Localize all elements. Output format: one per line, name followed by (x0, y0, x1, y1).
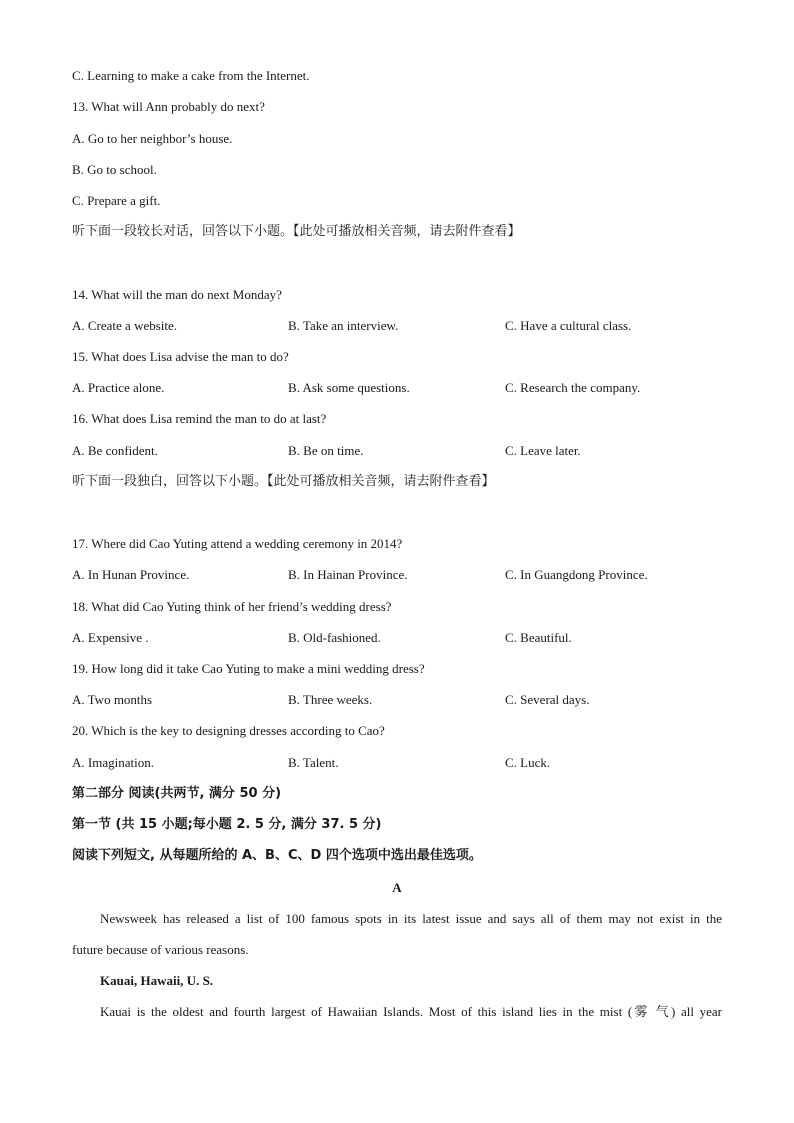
listening-instruction-dialogue: 听下面一段较长对话，回答以下小题。【此处可播放相关音频，请去附件查看】 (72, 224, 521, 239)
q20-option-b: B. Talent. (288, 755, 339, 770)
q19-option-b: B. Three weeks. (288, 692, 373, 707)
q13-option-b: B. Go to school. (72, 162, 157, 177)
q18-question: 18. What did Cao Yuting think of her friend’s wedding dress? (72, 599, 392, 614)
q18-option-c: C. Beautiful. (505, 630, 572, 645)
section-one-heading: 第一节 (共 15 小题;每小题 2. 5 分, 满分 37. 5 分) (72, 817, 382, 832)
passage-paragraph-1-line-2: future because of various reasons. (72, 942, 249, 957)
listening-instruction-monologue: 听下面一段独白，回答以下小题。【此处可播放相关音频，请去附件查看】 (72, 474, 495, 489)
q18-option-b: B. Old-fashioned. (288, 630, 381, 645)
q13-option-a: A. Go to her neighbor’s house. (72, 131, 233, 146)
q17-question: 17. Where did Cao Yuting attend a wedding ceremony in 2014? (72, 536, 403, 551)
q20-question: 20. Which is the key to designing dresses according to Cao? (72, 723, 385, 738)
passage-paragraph-2-line-1: Kauai is the oldest and fourth largest of Hawaiian Islands. Most of this island lies in the mist (雾 气) all year (100, 1004, 722, 1019)
q14-option-a: A. Create a website. (72, 318, 178, 333)
q14-option-c: C. Have a cultural class. (505, 318, 632, 333)
q14-option-b: B. Take an interview. (288, 318, 399, 333)
q15-option-a: A. Practice alone. (72, 380, 165, 395)
kauai-heading: Kauai, Hawaii, U. S. (100, 973, 214, 988)
q16-option-b: B. Be on time. (288, 443, 364, 458)
q20-option-c: C. Luck. (505, 755, 551, 770)
q17-option-c: C. In Guangdong Province. (505, 567, 648, 582)
q16-option-c: C. Leave later. (505, 443, 581, 458)
part-two-heading: 第二部分 阅读(共两节, 满分 50 分) (72, 786, 282, 801)
q14-question: 14. What will the man do next Monday? (72, 287, 282, 302)
q12-option-c: C. Learning to make a cake from the Internet. (72, 68, 310, 83)
q18-option-a: A. Expensive . (72, 630, 149, 645)
q16-question: 16. What does Lisa remind the man to do at last? (72, 411, 327, 426)
reading-instruction: 阅读下列短文, 从每题所给的 A、B、C、D 四个选项中选出最佳选项。 (72, 848, 482, 863)
q20-option-a: A. Imagination. (72, 755, 154, 770)
q13-question: 13. What will Ann probably do next? (72, 99, 265, 114)
q15-option-b: B. Ask some questions. (288, 380, 410, 395)
q16-option-a: A. Be confident. (72, 443, 158, 458)
q15-question: 15. What does Lisa advise the man to do? (72, 349, 289, 364)
q19-option-a: A. Two months (72, 692, 153, 707)
q15-option-c: C. Research the company. (505, 380, 641, 395)
q17-option-b: B. In Hainan Province. (288, 567, 408, 582)
q13-option-c: C. Prepare a gift. (72, 193, 161, 208)
q19-question: 19. How long did it take Cao Yuting to make a mini wedding dress? (72, 661, 425, 676)
passage-label: A (392, 880, 402, 895)
passage-paragraph-1-line-1: Newsweek has released a list of 100 famous spots in its latest issue and says all of them may not exist in the (100, 911, 722, 926)
q17-option-a: A. In Hunan Province. (72, 567, 190, 582)
q19-option-c: C. Several days. (505, 692, 590, 707)
